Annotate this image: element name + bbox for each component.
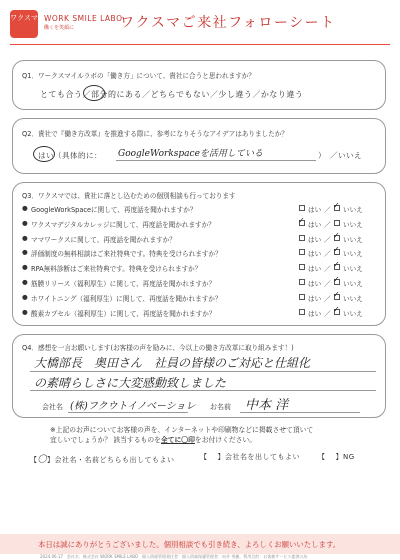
q2-yes-label[interactable]: はい（具体的に： xyxy=(38,151,102,160)
bullet: ● xyxy=(22,248,28,257)
q2-answer-line xyxy=(116,160,316,161)
q3-item-row xyxy=(22,304,376,320)
q3-yes-label: はい xyxy=(308,235,322,244)
q3-item-text: 筋膜リリース（福利厚生）に関して、再度話を聞かれますか？ xyxy=(31,280,216,288)
q3-item-text: RPA無料診断はご来社特典です。特典を受けられますか？ xyxy=(31,265,202,274)
q1-option-2[interactable]: 部分的にある xyxy=(91,90,142,99)
q3-item-text: 酸素カプセル（福利厚生）に関して、再度話を聞かれますか？ xyxy=(31,309,216,318)
publish-option-ng-label: 】NG xyxy=(335,453,355,461)
logo-subtext: 働くを笑顔に xyxy=(44,25,75,31)
q3-no-label: いいえ xyxy=(343,294,363,303)
q3-yes-checkbox[interactable] xyxy=(299,205,305,211)
publish-option-both[interactable] xyxy=(30,452,175,465)
q3-item-row xyxy=(22,230,376,246)
q2-selected-circle xyxy=(33,146,55,162)
q3-item-text: GoogleWorkSpaceに関して、再度話を聞かれますか？ xyxy=(31,206,197,214)
q3-check-mark: ✓ xyxy=(333,304,340,314)
q3-check-mark: ✓ xyxy=(333,245,340,255)
q1-option-4[interactable]: 少し違う xyxy=(218,90,253,99)
slash: ／ xyxy=(324,309,331,318)
bullet: ● xyxy=(22,204,28,212)
q3-check-mark: ✓ xyxy=(333,230,340,240)
q3-no-label: いいえ xyxy=(343,265,363,274)
q3-item-row xyxy=(22,275,376,290)
q3-yes-label: はい xyxy=(308,280,322,288)
q3-no-label: いいえ xyxy=(343,235,363,244)
bullet: ● xyxy=(22,263,28,272)
q3-yes-checkbox[interactable] xyxy=(299,294,305,300)
q1-selected-circle xyxy=(83,85,105,101)
company-underline xyxy=(68,412,188,413)
footer-small-print: 2024.06.17 会社名：株式会社 WORK SMILE LABO 個人情報管理責任者：個人情報保護管理者：向井 秀穂、利用目的：お客様サービス提供の為 xyxy=(40,554,308,559)
separator: ／ xyxy=(82,90,91,99)
q3-yes-label: はい xyxy=(308,250,322,259)
q2-no-label[interactable]: ／いいえ xyxy=(330,151,362,160)
header-divider xyxy=(10,44,390,45)
name-underline xyxy=(240,412,360,413)
bullet: ● xyxy=(22,292,28,301)
bracket: 【 xyxy=(30,456,38,464)
q3-no-label: いいえ xyxy=(343,280,363,288)
q1-section xyxy=(12,60,386,110)
q1-option-3[interactable]: どちらでもない xyxy=(150,90,210,99)
company-label: 会社名 xyxy=(42,403,63,411)
q3-yes-label: はい xyxy=(308,294,322,303)
q4-question: Q4．感想を一言お願いします(お客様の声を励みに、今以上の働き方改革に取り組みます！) xyxy=(22,344,294,352)
publish-option-company[interactable] xyxy=(200,452,300,462)
slash: ／ xyxy=(324,206,331,214)
q3-check-mark: ✓ xyxy=(333,260,340,270)
q3-check-mark: ✓ xyxy=(298,215,305,225)
q3-item-text: ママワークスに関して、再度話を聞かれますか？ xyxy=(31,235,176,244)
logo-text: WORK SMILE LABO xyxy=(44,14,123,23)
publish-mark: 〇 xyxy=(37,455,48,465)
q3-yes-checkbox[interactable] xyxy=(299,235,305,241)
q3-question: Q3．ワクスマでは、貴社に落とし込むための個別相談も行っております xyxy=(22,192,236,200)
publish-option-both-label: 】会社名・名前どちらも出してもよい xyxy=(47,456,175,464)
bullet: ● xyxy=(22,233,28,242)
note-text-emphasis: 全てに〇印 xyxy=(160,436,195,444)
q3-check-mark: ✓ xyxy=(333,201,340,210)
slash: ／ xyxy=(324,265,331,274)
q1-options xyxy=(40,89,303,100)
q3-item-text: 評価制度の無料相談はご来社特典です。特典を受けられますか？ xyxy=(31,250,222,259)
slash: ／ xyxy=(324,280,331,288)
name-label: お名前 xyxy=(210,403,231,411)
q3-item-row xyxy=(22,260,376,275)
q3-yes-label: はい xyxy=(308,220,322,229)
q3-yes-checkbox[interactable] xyxy=(299,264,305,270)
page-title: ワクスマご来社フォローシート xyxy=(120,15,336,31)
q3-no-label: いいえ xyxy=(343,206,363,214)
bullet: ● xyxy=(22,218,28,227)
footer-thanks: 本日は誠にありがとうございました。個別相談でも引き続き、よろしくお願いいたします。 xyxy=(38,540,341,549)
separator: ／ xyxy=(209,90,219,99)
publish-note-line-1: ※上記のお声についてお客様の声を、インターネットや印刷物などに掲載させて頂いて xyxy=(50,426,314,434)
q3-yes-label: はい xyxy=(308,206,322,214)
q4-handwritten-line-2: の素晴らしさに大変感動致しました xyxy=(34,376,227,390)
q2-close-paren: ） xyxy=(318,151,326,160)
q3-no-label: いいえ xyxy=(343,250,363,259)
separator: ／ xyxy=(252,90,261,99)
company-value: (株)フクウトイノベーショレ xyxy=(70,401,196,412)
q3-item-row xyxy=(22,245,376,260)
name-value: 中本 洋 xyxy=(245,398,289,413)
q2-handwritten-answer: GoogleWorkspaceを活用している xyxy=(118,149,263,159)
q4-line-2 xyxy=(30,390,376,391)
bracket: 【 xyxy=(200,453,208,461)
note-text-c: をお付けください。 xyxy=(194,436,257,444)
q3-item-row xyxy=(22,215,376,231)
company-logo xyxy=(10,10,38,38)
slash: ／ xyxy=(324,250,331,259)
q4-line-1 xyxy=(30,371,376,372)
q1-option-5[interactable]: かなり違う xyxy=(260,90,304,99)
q3-no-label: いいえ xyxy=(343,309,363,318)
q3-no-checkbox[interactable] xyxy=(334,220,340,226)
publish-option-ng[interactable] xyxy=(318,452,355,462)
q4-handwritten-line-1: 大橋部長 奥田さん 社員の皆様のご対応と仕組化 xyxy=(34,356,311,370)
note-text-a: 宜しいでしょうか？ 該当するものを xyxy=(50,436,161,444)
q3-item-text: ホワイトニング（福利厚生）に関して、再度話を聞かれますか？ xyxy=(31,294,222,303)
q3-yes-label: はい xyxy=(308,265,322,274)
bracket: 【 xyxy=(318,453,326,461)
slash: ／ xyxy=(324,235,331,244)
q3-item-row xyxy=(22,201,376,216)
q3-check-mark: ✓ xyxy=(333,289,340,299)
slash: ／ xyxy=(324,220,331,229)
separator: ／ xyxy=(142,90,151,99)
bullet: ● xyxy=(22,278,28,286)
q3-item-text: ワクスマデジタルカレッジに関して、再度話を聞かれますか？ xyxy=(31,220,215,229)
bullet: ● xyxy=(22,307,28,316)
publish-option-company-label: 】会社名を出してもよい xyxy=(217,453,300,461)
q1-question: Q1．ワークスマイルラボの「働き方」について、貴社に合うと思われますか？ xyxy=(22,72,255,80)
q3-check-mark: ✓ xyxy=(333,275,340,284)
q3-no-label: いいえ xyxy=(343,220,363,229)
q3-item-row xyxy=(22,289,376,305)
q1-option-1[interactable]: とても合う xyxy=(40,90,83,99)
slash: ／ xyxy=(324,294,331,303)
publish-note-line-2 xyxy=(50,434,256,444)
q2-question: Q2．貴社で『働き方改革』を推進する際に、参考になりそうなアイデアはありましたか？ xyxy=(22,130,288,138)
q3-yes-label: はい xyxy=(308,309,322,318)
q3-yes-checkbox[interactable] xyxy=(299,279,305,285)
q3-yes-checkbox[interactable] xyxy=(299,249,305,255)
logo-mark: ワクスマ xyxy=(10,14,38,22)
q3-yes-checkbox[interactable] xyxy=(299,309,305,315)
